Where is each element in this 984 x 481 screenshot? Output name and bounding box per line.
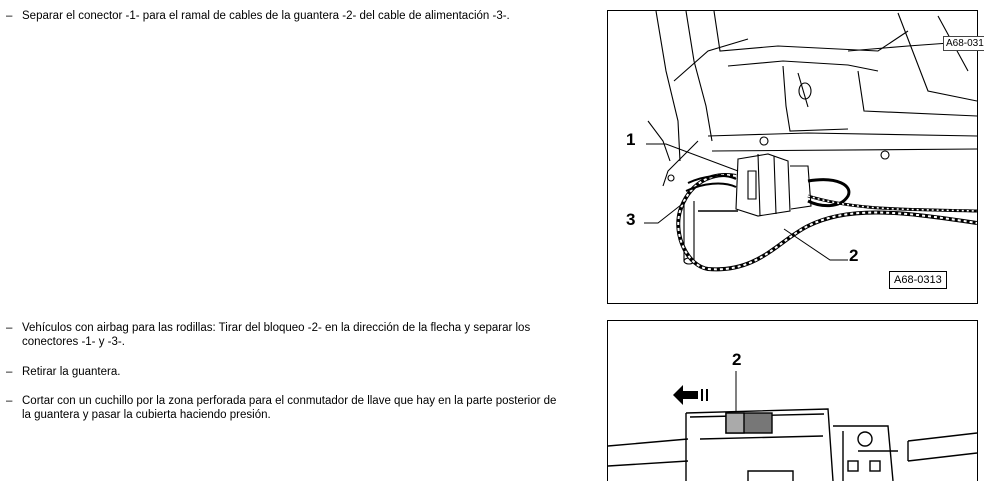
figure-id-label: A68-0313 xyxy=(889,271,947,289)
figure-edge-tag: A68-031 xyxy=(943,36,984,51)
step-2 xyxy=(6,321,586,349)
step-3 xyxy=(6,365,586,379)
callout-2: 2 xyxy=(849,246,859,265)
lock-illustration xyxy=(608,321,977,481)
step-dash: – xyxy=(6,10,13,22)
figure-lock-detail xyxy=(607,320,978,481)
callout-1: 1 xyxy=(626,130,636,149)
harness-illustration xyxy=(608,11,977,303)
step-dash: – xyxy=(6,322,13,334)
step-dash: – xyxy=(6,366,13,378)
step-1 xyxy=(6,9,586,23)
step-text: Retirar la guantera. xyxy=(22,366,121,378)
step-text: Vehículos con airbag para las rodillas: Tirar del bloqueo -2- en la dirección de la flecha y separar los conectores -1- y -3-. xyxy=(22,322,531,348)
step-text: Separar el conector -1- para el ramal de cables de la guantera -2- del cable de alimentación -3-. xyxy=(22,10,510,22)
callout-2: 2 xyxy=(732,350,742,369)
step-text: Cortar con un cuchillo por la zona perforada para el conmutador de llave que hay en la parte posterior de la guantera y pasar la cubierta haciendo presión. xyxy=(22,395,557,421)
figure-connector-harness xyxy=(607,10,978,304)
step-4 xyxy=(6,394,566,422)
callout-3: 3 xyxy=(626,210,636,229)
step-dash: – xyxy=(6,395,13,407)
